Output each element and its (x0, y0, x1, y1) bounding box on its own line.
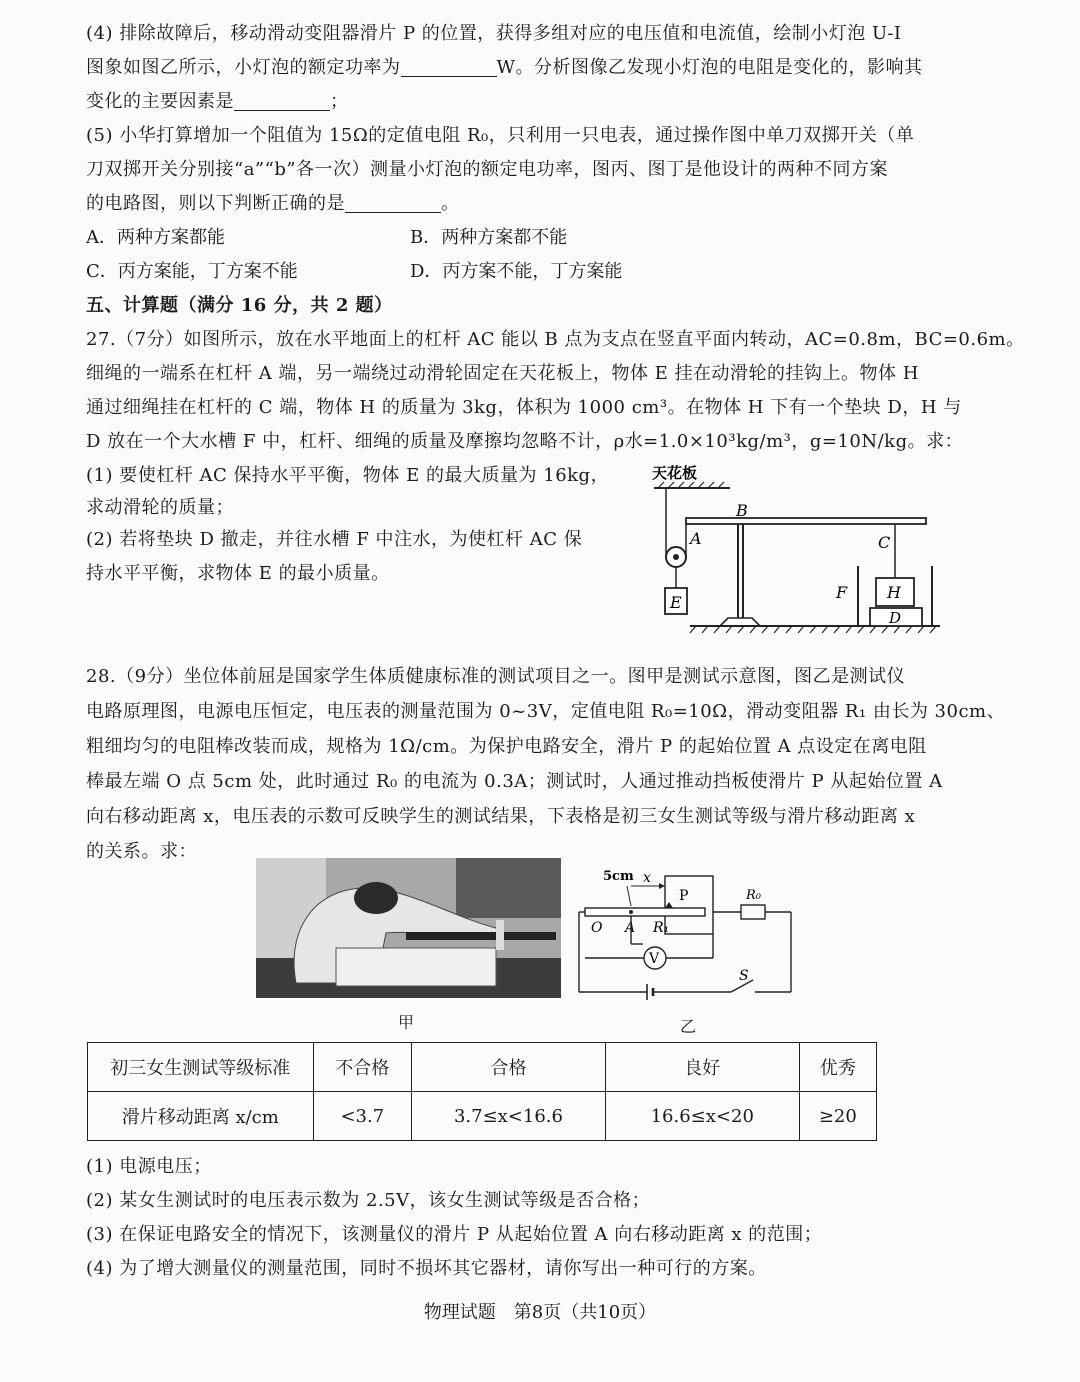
table-row (88, 1043, 877, 1092)
table-cell: 合格 (412, 1043, 606, 1092)
q27-sub1-line1: (1) 要使杠杆 AC 保持水平平衡，物体 E 的最大质量为 16kg， (86, 465, 610, 486)
figure-yi-caption: 乙 (680, 1017, 697, 1036)
q26-part5-line2: 刀双掷开关分别接“a”“b”各一次）测量小灯泡的额定电功率，图丙、图丁是他设计的两种不同方案 (86, 159, 889, 180)
answer-blank (234, 88, 330, 111)
ground-hatch (690, 626, 936, 633)
figure-jia-caption: 甲 (398, 1013, 415, 1032)
slider-p-label: P (679, 888, 689, 904)
q28-line3: 粗细均匀的电阻棒改装而成，规格为 1Ω/cm。为保护电路安全，滑片 P 的起始位置 A 点设定在离电阻 (86, 736, 927, 757)
table-cell: <3.7 (313, 1092, 411, 1141)
table-cell: 滑片移动距离 x/cm (88, 1092, 314, 1141)
head (354, 882, 398, 914)
q28-sub1: (1) 电源电压； (86, 1156, 212, 1177)
q26-part4-text-b: W。分析图像乙发现小灯泡的电阻是变化的，影响其 (496, 57, 923, 78)
slider-wire-loop (665, 876, 713, 934)
q27-line1: 27.（7分）如图所示，放在水平地面上的杠杆 AC 能以 B 点为支点在竖直平面内转动，AC=0.8m，BC=0.6m。 (86, 329, 1025, 350)
sit-and-reach-photo (256, 858, 561, 998)
q26-part4-text-c: 变化的主要因素是 (86, 91, 234, 112)
table-cell: 16.6≤x<20 (605, 1092, 799, 1141)
table-cell: ≥20 (799, 1092, 876, 1141)
q27-sub1-line2: 求动滑轮的质量； (86, 497, 234, 518)
support-base (720, 618, 760, 626)
distance-x-label: x (643, 870, 651, 886)
q26-part5-line1: (5) 小华打算增加一个阻值为 15Ω的定值电阻 R₀，只利用一只电表，通过操作图中单刀双掷开关（单 (86, 125, 915, 146)
label-a: A (625, 920, 636, 936)
voltmeter-label: V (649, 951, 660, 967)
label-b: B (736, 501, 748, 520)
q27-sub2-line1: (2) 若将垫块 D 撤走，并往水槽 F 中注水，为使杠杆 AC 保 (86, 529, 583, 550)
q26-part4-text-a: 图象如图乙所示，小灯泡的额定功率为 (86, 57, 401, 78)
q26-part4-line3 (86, 85, 349, 119)
ceiling-label: 天花板 (652, 464, 698, 482)
q28-line5: 向右移动距离 x，电压表的示数可反映学生的测试结果，下表格是初三女生测试等级与滑片移动距离 x (86, 806, 916, 827)
label-s: S (739, 968, 749, 984)
point-a-dot (629, 910, 633, 914)
label-o: O (591, 920, 603, 936)
distance-5cm-label: 5cm (603, 869, 634, 884)
q26-part5-line3 (86, 187, 460, 221)
q28-sub3: (3) 在保证电路安全的情况下，该测量仪的滑片 P 从起始位置 A 向右移动距离 x 的范围； (86, 1224, 823, 1245)
label-r0: R₀ (746, 888, 761, 903)
label-h: H (887, 583, 901, 602)
q28-line1: 28.（9分）坐位体前屈是国家学生体质健康标准的测试项目之一。图甲是测试示意图，图乙是测试仪 (86, 666, 906, 687)
option-a: A．两种方案都能 (86, 227, 225, 248)
resistor-r0 (741, 905, 765, 919)
q28-sub4: (4) 为了增大测量仪的测量范围，同时不损坏其它器材，请你写出一种可行的方案。 (86, 1258, 767, 1279)
q27-line4: D 放在一个大水槽 F 中，杠杆、细绳的质量及摩擦均忽略不计，ρ水=1.0×10³kg/m³，g=10N/kg。求： (86, 431, 964, 452)
option-c: C．丙方案能，丁方案不能 (86, 261, 298, 282)
q26-part5-text-a: 的电路图，则以下判断正确的是 (86, 193, 345, 214)
table-cell: 不合格 (313, 1043, 411, 1092)
page-footer: 物理试题 第8页（共10页） (423, 1302, 657, 1323)
label-e: E (670, 593, 682, 612)
legs (336, 948, 496, 986)
option-b: B．两种方案都不能 (410, 227, 568, 248)
label-c: C (878, 533, 891, 552)
grade-standard-table (87, 1042, 877, 1141)
q27-line2: 细绳的一端系在杠杆 A 端，另一端绕过动滑轮固定在天花板上，物体 E 挂在动滑轮的挂钩上。物体 H (86, 363, 919, 384)
q26-part4-line1: (4) 排除故障后，移动滑动变阻器滑片 P 的位置，获得多组对应的电压值和电流值，绘制小灯泡 U-I (86, 23, 902, 44)
table-cell: 初三女生测试等级标准 (88, 1043, 314, 1092)
q26-part4-text-d: ； (330, 91, 349, 112)
label-a: A (690, 529, 702, 548)
table-cell: 优秀 (799, 1043, 876, 1092)
resistor-rod-r1 (585, 908, 705, 916)
q26-part5-text-b: 。 (441, 193, 460, 214)
q28-sub2: (2) 某女生测试时的电压表示数为 2.5V，该女生测试等级是否合格； (86, 1190, 651, 1211)
answer-blank (345, 190, 441, 213)
answer-blank (401, 54, 497, 77)
table-row (88, 1092, 877, 1141)
label-f: F (836, 583, 848, 602)
table-cell: 3.7≤x<16.6 (412, 1092, 606, 1141)
q28-line2: 电路原理图，电源电压恒定，电压表的测量范围为 0~3V，定值电阻 R₀=10Ω，滑动变阻器 R₁ 由长为 30cm、 (86, 701, 1006, 722)
lever-ac (686, 518, 926, 524)
test-circuit-diagram (575, 862, 805, 1002)
q27-sub2-line2: 持水平平衡，求物体 E 的最小质量。 (86, 563, 390, 584)
q27-line3: 通过细绳挂在杠杆的 C 端，物体 H 的质量为 3kg，体积为 1000 cm³。在物体 H 下有一个垫块 D，H 与 (86, 397, 962, 418)
measure-bar (406, 932, 556, 940)
lever-pulley-figure (640, 460, 960, 645)
push-board (496, 920, 504, 950)
q28-line6: 的关系。求： (86, 841, 197, 862)
q28-line4: 棒最左端 O 点 5cm 处，此时通过 R₀ 的电流为 0.3A；测试时，人通过推动挡板使滑片 P 从起始位置 A (86, 771, 943, 792)
option-d: D．丙方案不能，丁方案能 (410, 261, 623, 282)
slider-p-arrow (665, 902, 673, 908)
label-r1: R₁ (653, 920, 670, 936)
q26-part4-line2 (86, 51, 923, 85)
table-cell: 良好 (605, 1043, 799, 1092)
section-heading: 五、计算题（满分 16 分，共 2 题） (86, 295, 393, 316)
pulley-axle (673, 554, 679, 560)
label-d: D (889, 609, 902, 627)
